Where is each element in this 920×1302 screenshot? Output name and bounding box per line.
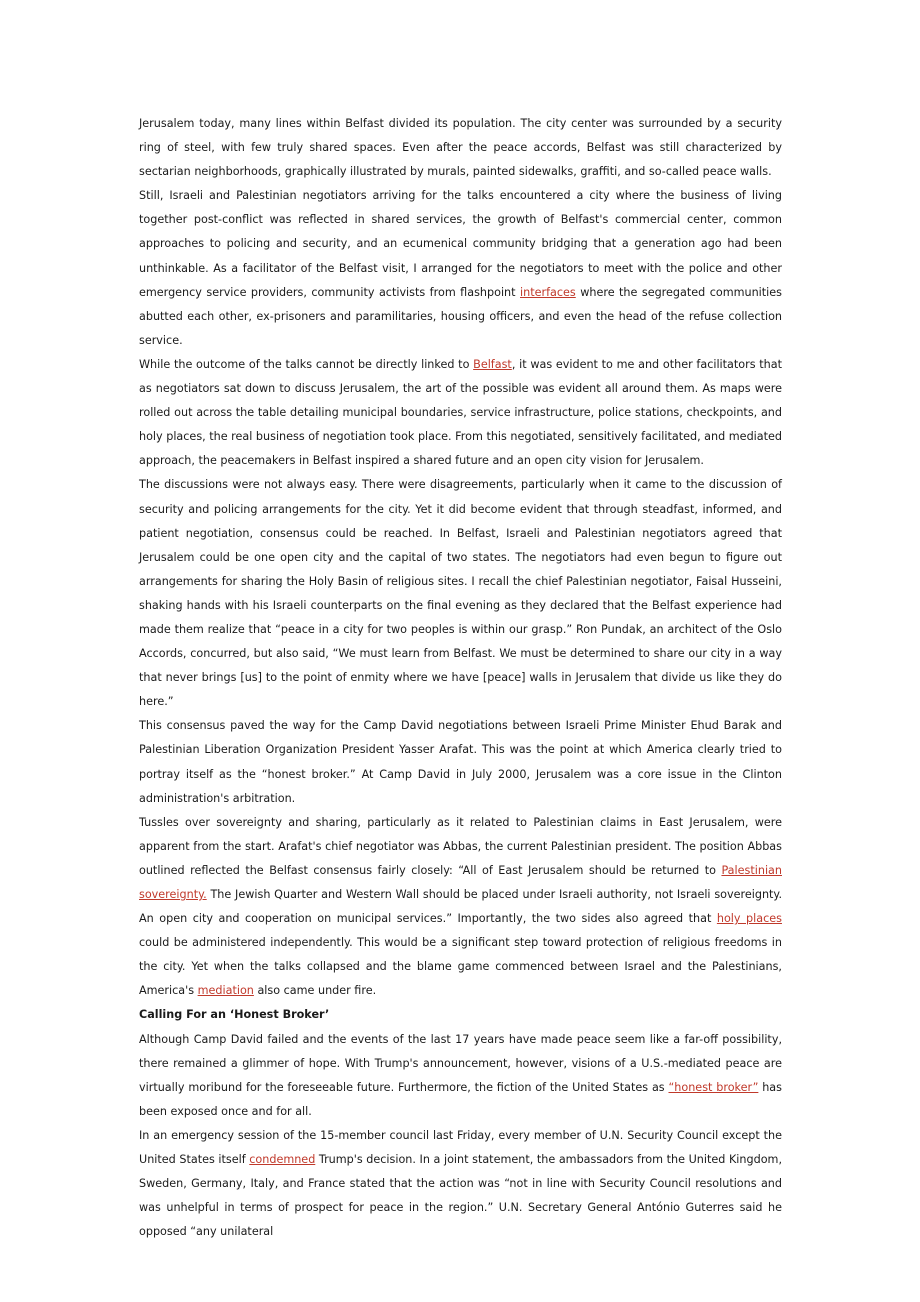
paragraph-text: Calling For an ‘Honest Broker’ [139, 1008, 330, 1022]
paragraph-text: Jerusalem today, many lines within Belfast divided its population. The city center was surrounded by a security ring of steel, with few truly shared spaces. Even after the peace accords, Belfast was still characterized by sectarian neighborhoods, graphically illustrated by murals, painted sidewalks, graffiti, and so-called peace walls. [139, 117, 782, 179]
link-palestinian-sovereignty[interactable]: Palestinian sovereignty. [139, 863, 782, 901]
paragraph [139, 714, 782, 810]
paragraph-text: has been exposed once and for all. [139, 1080, 782, 1118]
paragraph-text: Although Camp David failed and the events of the last 17 years have made peace seem like a far-off possibility, there remained a glimmer of hope. With Trump's announcement, however, visions of a U.S.-mediated peace are virtually moribund for the foreseeable future. Furthermore, the fiction of the United States as [139, 1032, 782, 1094]
paragraph-text: Tussles over sovereignty and sharing, particularly as it related to Palestinian claims in East Jerusalem, were apparent from the start. Arafat's chief negotiator was Abbas, the current Palestinian president. The position Abbas outlined reflected the Belfast consensus fairly closely: “All of East Jerusalem should be returned to [139, 815, 782, 877]
link-honest-broker[interactable]: “honest broker” [668, 1080, 759, 1094]
paragraph [139, 184, 782, 353]
link-condemned[interactable]: condemned [249, 1153, 316, 1167]
paragraph-text: This consensus paved the way for the Camp David negotiations between Israeli Prime Minister Ehud Barak and Palestinian Liberation Organization President Yasser Arafat. This was the point at which America clearly tried to portray itself as the “honest broker.” At Camp David in July 2000, Jerusalem was a core issue in the Clinton administration's arbitration. [139, 719, 782, 805]
paragraph-text: While the outcome of the talks cannot be directly linked to [139, 357, 474, 371]
paragraph [139, 811, 782, 1004]
paragraph-text: could be administered independently. This would be a significant step toward protection of religious freedoms in the city. Yet when the talks collapsed and the blame game commenced between Israel and the Palestinians, America's [139, 936, 782, 998]
link-holy-places[interactable]: holy places [716, 912, 782, 926]
paragraph [139, 353, 782, 473]
paragraph-text: Trump's decision. In a joint statement, the ambassadors from the United Kingdom, Sweden, Germany, Italy, and France stated that the action was “not in line with Security Council resolutions and was unhelpful in terms of prospect for peace in the region.” U.N. Secretary General António Guterres said he opposed “any unilateral [139, 1153, 782, 1239]
paragraph-text: In an emergency session of the 15-member council last Friday, every member of U.N. Security Council except the United States itself [139, 1128, 782, 1167]
paragraph [139, 1124, 782, 1244]
paragraph-text: also came under fire. [253, 984, 377, 998]
paragraph [139, 1028, 782, 1124]
link-mediation[interactable]: mediation [197, 984, 254, 998]
link-belfast[interactable]: Belfast [473, 357, 512, 371]
link-interfaces[interactable]: interfaces [520, 285, 576, 299]
paragraph-text: , it was evident to me and other facilitators that as negotiators sat down to discuss Jerusalem, the art of the possible was evident all around them. As maps were rolled out across the table detailing municipal boundaries, service infrastructure, police stations, checkpoints, and holy places, the real business of negotiation took place. From this negotiated, sensitively facilitated, and mediated approach, the peacemakers in Belfast inspired a shared future and an open city vision for Jerusalem. [139, 357, 783, 468]
paragraph [139, 112, 782, 184]
paragraph-text: The Jewish Quarter and Western Wall should be placed under Israeli authority, not Israeli sovereignty. An open city and cooperation on municipal services.” Importantly, the two sides also agreed that [139, 888, 782, 926]
paragraph-text: The discussions were not always easy. There were disagreements, particularly when it came to the discussion of security and policing arrangements for the city. Yet it did become evident that through steadfast, informed, and patient negotiation, consensus could be reached. In Belfast, Israeli and Palestinian negotiators agreed that Jerusalem could be one open city and the capital of two states. The negotiators had even begun to figure out arrangements for sharing the Holy Basin of religious sites. I recall the chief Palestinian negotiator, Faisal Husseini, shaking hands with his Israeli counterparts on the final evening as they declared that the Belfast experience had made them realize that “peace in a city for two peoples is within our grasp.” Ron Pundak, an architect of the Oslo Accords, concurred, but also said, “We must learn from Belfast. We must be determined to share our city in a way that never brings [us] to the point of enmity where we have [peace] walls in Jerusalem that divide us like they do here.” [139, 478, 782, 709]
paragraph [139, 473, 782, 714]
section-heading [139, 1003, 782, 1027]
paragraph-text: Still, Israeli and Palestinian negotiators arriving for the talks encountered a city where the business of living together post-conflict was reflected in shared services, the growth of Belfast's commercial center, common approaches to policing and security, and an ecumenical community bridging that a generation ago had been unthinkable. As a facilitator of the Belfast visit, I arranged for the negotiators to meet with the police and other emergency service providers, community activists from flashpoint [139, 189, 782, 299]
article-body [139, 112, 782, 1244]
paragraph-text: where the segregated communities abutted each other, ex-prisoners and paramilitaries, housing officers, and even the head of the refuse collection service. [139, 285, 783, 347]
